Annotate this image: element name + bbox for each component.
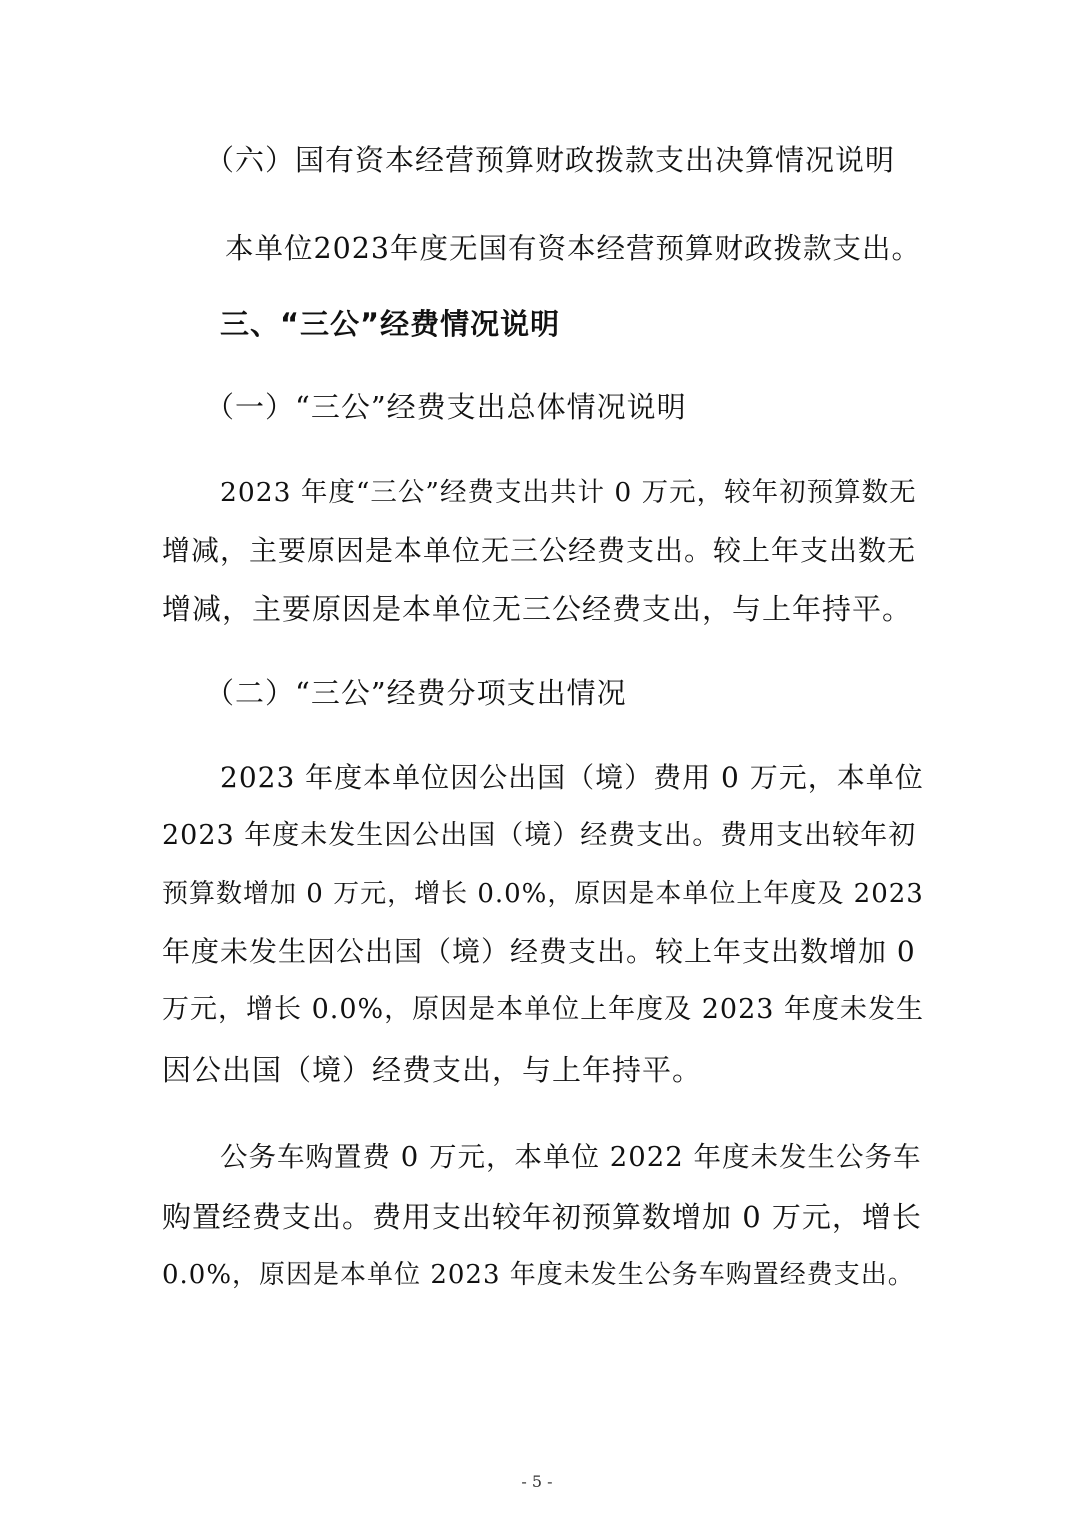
subsection-1-body-line: 增减，主要原因是本单位无三公经费支出，与上年持平。 bbox=[162, 592, 913, 626]
section-6-body: 本单位2023年度无国有资本经营预算财政拨款支出。 bbox=[225, 232, 922, 265]
subsection-2-body-line: 2023 年度本单位因公出国（境）费用 0 万元，本单位 bbox=[220, 761, 924, 794]
subsection-2-body-line: 公务车购置费 0 万元，本单位 2022 年度未发生公务车 bbox=[220, 1141, 922, 1173]
page-number: - 5 - bbox=[521, 1472, 553, 1491]
subsection-2-body-line: 2023 年度未发生因公出国（境）经费支出。费用支出较年初 bbox=[162, 820, 917, 851]
subsection-2-body-line: 预算数增加 0 万元，增长 0.0%，原因是本单位上年度及 2023 bbox=[162, 879, 924, 909]
section-6-heading: （六）国有资本经营预算财政拨款支出决算情况说明 bbox=[205, 143, 896, 177]
subsection-2-body-line: 因公出国（境）经费支出，与上年持平。 bbox=[162, 1053, 703, 1087]
subsection-2-body-line: 购置经费支出。费用支出较年初预算数增加 0 万元，增长 bbox=[162, 1200, 922, 1234]
subsection-2-body-line: 万元，增长 0.0%，原因是本单位上年度及 2023 年度未发生 bbox=[162, 994, 925, 1025]
section-three-heading: 三、“三公”经费情况说明 bbox=[220, 307, 561, 341]
subsection-2-body-line: 年度未发生因公出国（境）经费支出。较上年支出数增加 0 bbox=[162, 935, 916, 968]
subsection-1-body-line: 增减，主要原因是本单位无三公经费支出。较上年支出数无 bbox=[162, 534, 917, 567]
subsection-1-heading: （一）“三公”经费支出总体情况说明 bbox=[205, 390, 687, 424]
subsection-2-heading: （二）“三公”经费分项支出情况 bbox=[205, 676, 627, 710]
subsection-1-body-line: 2023 年度“三公”经费支出共计 0 万元，较年初预算数无 bbox=[220, 477, 917, 508]
subsection-2-body-line: 0.0%，原因是本单位 2023 年度未发生公务车购置经费支出。 bbox=[162, 1260, 915, 1290]
